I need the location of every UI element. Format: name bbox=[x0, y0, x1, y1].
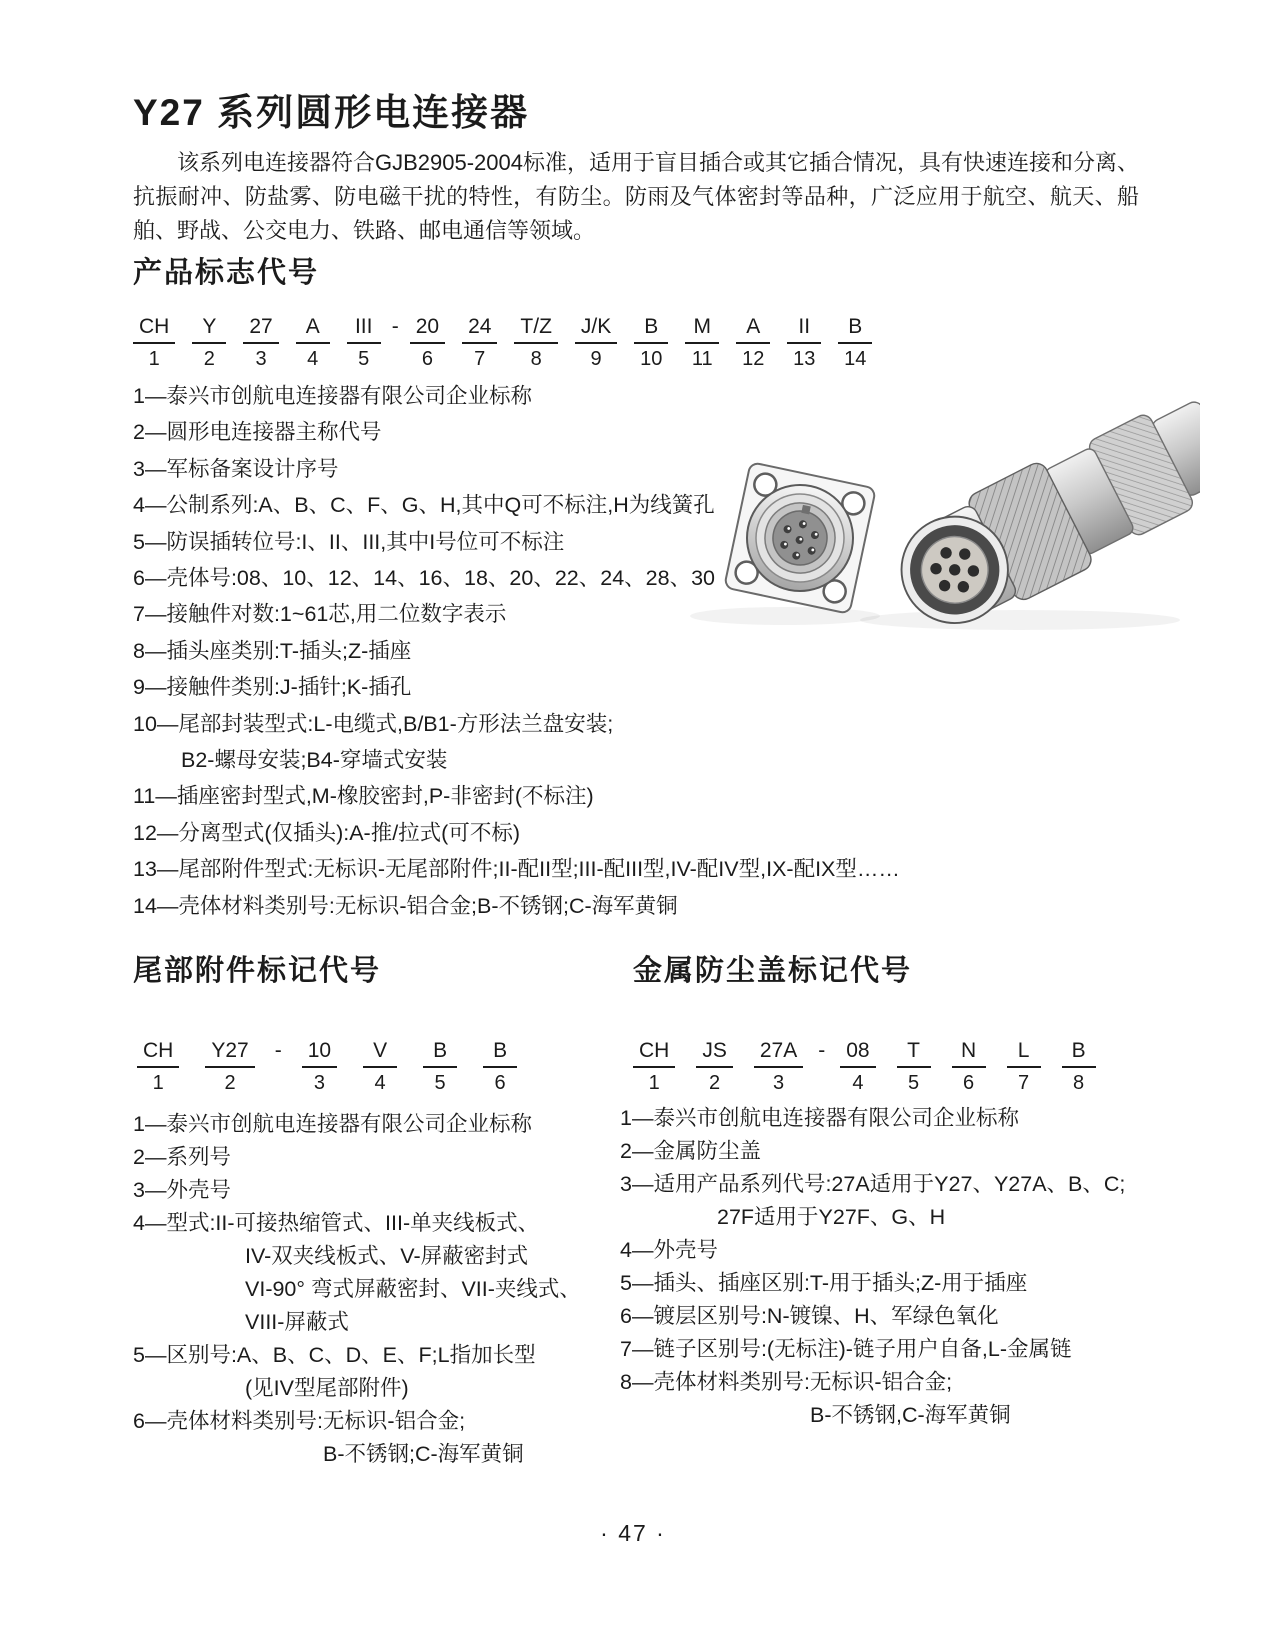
code-part-label: 24 bbox=[462, 314, 497, 344]
code-dash: - bbox=[274, 1039, 282, 1062]
list-item-continuation: VI-90° 弯式屏蔽密封、VII-夹线式、 bbox=[245, 1277, 581, 1301]
code-part-label: 10 bbox=[302, 1038, 337, 1068]
list-item-continuation: B-不锈钢,C-海军黄铜 bbox=[810, 1403, 1011, 1427]
code-part-number: 4 bbox=[307, 348, 319, 370]
code-dash: - bbox=[818, 1039, 826, 1062]
list-item: 13—尾部附件型式:无标识-无尾部附件;II-配II型;III-配III型,IV-配IV型,IX-配IX型…… bbox=[133, 857, 900, 882]
list-item: 6—壳体号:08、10、12、14、16、18、20、22、24、28、30 bbox=[133, 566, 715, 591]
code-part-label: 08 bbox=[840, 1038, 875, 1068]
list-item: 3—适用产品系列代号:27A适用于Y27、Y27A、B、C; bbox=[620, 1172, 1126, 1196]
code-part-label: II bbox=[787, 314, 821, 344]
code-part bbox=[897, 1038, 931, 1094]
code-part bbox=[133, 314, 175, 370]
code-part-number: 14 bbox=[844, 348, 867, 370]
list-item: 4—外壳号 bbox=[620, 1238, 718, 1262]
code-part-label: CH bbox=[137, 1038, 179, 1068]
list-item: 5—插头、插座区别:T-用于插头;Z-用于插座 bbox=[620, 1271, 1028, 1295]
code-part-number: 7 bbox=[1018, 1072, 1030, 1094]
list-item: 4—公制系列:A、B、C、F、G、H,其中Q可不标注,H为线簧孔 bbox=[133, 493, 715, 518]
code-part-number: 1 bbox=[152, 1072, 164, 1094]
list-item: 1—泰兴市创航电连接器有限公司企业标称 bbox=[133, 384, 532, 408]
code-part bbox=[634, 314, 668, 370]
code-part bbox=[137, 1038, 179, 1094]
list-item: 6—壳体材料类别号:无标识-铝合金; bbox=[133, 1409, 466, 1433]
code-part-number: 3 bbox=[772, 1072, 785, 1094]
code-part-number: 3 bbox=[313, 1072, 325, 1094]
code-part-label: A bbox=[296, 314, 330, 344]
code-part-number: 11 bbox=[691, 348, 713, 370]
code-part-number: 2 bbox=[203, 348, 215, 370]
page-number: · 47 · bbox=[600, 1520, 666, 1546]
list-item: 3—外壳号 bbox=[133, 1178, 231, 1202]
code-part-number: 1 bbox=[148, 348, 160, 370]
code-part-number: 7 bbox=[474, 348, 486, 370]
code-part bbox=[696, 1038, 733, 1094]
section-heading-product-code: 产品标志代号 bbox=[133, 257, 320, 289]
code-part bbox=[410, 314, 445, 370]
code-part-label: J/K bbox=[575, 314, 617, 344]
code-part-number: 8 bbox=[530, 348, 542, 370]
code-dash: - bbox=[391, 315, 399, 338]
code-part bbox=[1007, 1038, 1041, 1094]
code-part-label: N bbox=[952, 1038, 986, 1068]
code-part-label: B bbox=[483, 1038, 517, 1068]
code-part bbox=[1062, 1038, 1096, 1094]
code-part bbox=[423, 1038, 457, 1094]
product-code-row bbox=[133, 314, 872, 370]
code-part bbox=[296, 314, 330, 370]
code-part-number: 13 bbox=[793, 348, 816, 370]
list-item-continuation: 27F适用于Y27F、G、H bbox=[717, 1205, 946, 1229]
code-part-label: III bbox=[347, 314, 381, 344]
code-part-label: V bbox=[363, 1038, 397, 1068]
code-part bbox=[787, 314, 821, 370]
list-item: 9—接触件类别:J-插针;K-插孔 bbox=[133, 675, 412, 700]
code-part bbox=[736, 314, 770, 370]
section-heading-tail-accessory: 尾部附件标记代号 bbox=[133, 955, 382, 987]
code-part-number: 6 bbox=[494, 1072, 506, 1094]
list-item: 2—金属防尘盖 bbox=[620, 1139, 761, 1163]
code-part-label: T bbox=[897, 1038, 931, 1068]
connector-photo bbox=[660, 388, 1200, 638]
section-heading-dust-cap: 金属防尘盖标记代号 bbox=[633, 955, 913, 987]
code-part-number: 3 bbox=[255, 348, 267, 370]
code-part bbox=[302, 1038, 337, 1094]
code-part bbox=[840, 1038, 875, 1094]
list-item: 8—插头座类别:T-插头;Z-插座 bbox=[133, 638, 412, 663]
code-part-label: CH bbox=[633, 1038, 675, 1068]
list-item: 2—圆形电连接器主称代号 bbox=[133, 420, 382, 445]
list-item-continuation: IV-双夹线板式、V-屏蔽密封式 bbox=[245, 1244, 529, 1268]
code-part-label: B bbox=[1062, 1038, 1096, 1068]
dust-cap-list bbox=[620, 1102, 1125, 1432]
code-part bbox=[685, 314, 719, 370]
code-part-number: 5 bbox=[358, 348, 370, 370]
code-part-label: 27A bbox=[754, 1038, 803, 1068]
list-item: 3—军标备案设计序号 bbox=[133, 456, 339, 481]
code-part-label: Y bbox=[192, 314, 226, 344]
list-item: 12—分离型式(仅插头):A-推/拉式(可不标) bbox=[133, 820, 521, 845]
code-part-label: CH bbox=[133, 314, 175, 344]
code-part-number: 2 bbox=[709, 1072, 721, 1094]
code-part-label: JS bbox=[696, 1038, 733, 1068]
list-item: 10—尾部封装型式:L-电缆式,B/B1-方形法兰盘安装; bbox=[133, 711, 614, 736]
list-item: 11—插座密封型式,M-橡胶密封,P-非密封(不标注) bbox=[133, 784, 594, 809]
list-item: 5—防误插转位号:I、II、III,其中I号位可不标注 bbox=[133, 529, 565, 554]
code-part bbox=[483, 1038, 517, 1094]
list-item: 4—型式:II-可接热缩管式、III-单夹线板式、 bbox=[133, 1211, 540, 1235]
code-part-number: 12 bbox=[742, 348, 765, 370]
code-part-label: A bbox=[736, 314, 770, 344]
tail-code-row bbox=[137, 1038, 517, 1094]
code-part-label: T/Z bbox=[514, 314, 558, 344]
code-part bbox=[462, 314, 497, 370]
code-part-label: Y27 bbox=[205, 1038, 254, 1068]
code-part-label: B bbox=[423, 1038, 457, 1068]
code-part-label: M bbox=[685, 314, 719, 344]
code-part-number: 1 bbox=[648, 1072, 660, 1094]
code-part bbox=[754, 1038, 803, 1094]
code-part-label: 20 bbox=[410, 314, 445, 344]
code-part-number: 10 bbox=[640, 348, 663, 370]
code-part-number: 8 bbox=[1073, 1072, 1085, 1094]
code-part bbox=[633, 1038, 675, 1094]
list-item: 14—壳体材料类别号:无标识-铝合金;B-不锈钢;C-海军黄铜 bbox=[133, 893, 678, 918]
list-item: 1—泰兴市创航电连接器有限公司企业标称 bbox=[620, 1106, 1019, 1130]
code-part-number: 6 bbox=[421, 348, 433, 370]
list-item: 2—系列号 bbox=[133, 1145, 231, 1169]
list-item: 7—链子区别号:(无标注)-链子用户自备,L-金属链 bbox=[620, 1337, 1072, 1361]
list-item: 8—壳体材料类别号:无标识-铝合金; bbox=[620, 1370, 953, 1394]
code-part-number: 9 bbox=[590, 348, 602, 370]
list-item-continuation: (见IV型尾部附件) bbox=[245, 1376, 409, 1400]
code-part bbox=[575, 314, 617, 370]
receptacle-photo bbox=[724, 462, 876, 614]
code-part-number: 6 bbox=[963, 1072, 975, 1094]
code-part-number: 5 bbox=[908, 1072, 920, 1094]
list-item: 7—接触件对数:1~61芯,用二位数字表示 bbox=[133, 602, 507, 627]
code-part-label: B bbox=[634, 314, 668, 344]
code-part bbox=[363, 1038, 397, 1094]
code-part-label: B bbox=[838, 314, 872, 344]
plug-photo bbox=[881, 388, 1200, 638]
tail-accessory-list bbox=[133, 1108, 581, 1471]
code-part-number: 4 bbox=[852, 1072, 864, 1094]
code-part-label: 27 bbox=[243, 314, 278, 344]
list-item-continuation: B-不锈钢;C-海军黄铜 bbox=[323, 1442, 524, 1466]
list-item-continuation: B2-螺母安装;B4-穿墙式安装 bbox=[181, 748, 448, 773]
code-part bbox=[347, 314, 381, 370]
code-part-number: 5 bbox=[434, 1072, 446, 1094]
page-title: Y27 系列圆形电连接器 bbox=[133, 92, 530, 133]
code-part bbox=[514, 314, 558, 370]
list-item-continuation: VIII-屏蔽式 bbox=[245, 1310, 349, 1334]
code-part-number: 4 bbox=[374, 1072, 386, 1094]
intro-paragraph: 该系列电连接器符合GJB2905-2004标准，适用于盲目插合或其它插合情况，具有快速连接和分离、抗振耐冲、防盐雾、防电磁干扰的特性，有防尘。防雨及气体密封等品种，广泛应用于航空、航天、船舶、野战、公交电力、铁路、邮电通信等领域。 bbox=[133, 150, 1139, 243]
dust-cap-code-row bbox=[633, 1038, 1096, 1094]
code-part bbox=[205, 1038, 254, 1094]
list-item: 1—泰兴市创航电连接器有限公司企业标称 bbox=[133, 1112, 532, 1136]
list-item: 5—区别号:A、B、C、D、E、F;L指加长型 bbox=[133, 1343, 536, 1367]
code-part bbox=[192, 314, 226, 370]
code-part bbox=[952, 1038, 986, 1094]
list-item: 6—镀层区别号:N-镀镍、H、军绿色氧化 bbox=[620, 1304, 999, 1328]
code-part bbox=[243, 314, 278, 370]
code-part bbox=[838, 314, 872, 370]
code-part-label: L bbox=[1007, 1038, 1041, 1068]
code-part-number: 2 bbox=[224, 1072, 236, 1094]
